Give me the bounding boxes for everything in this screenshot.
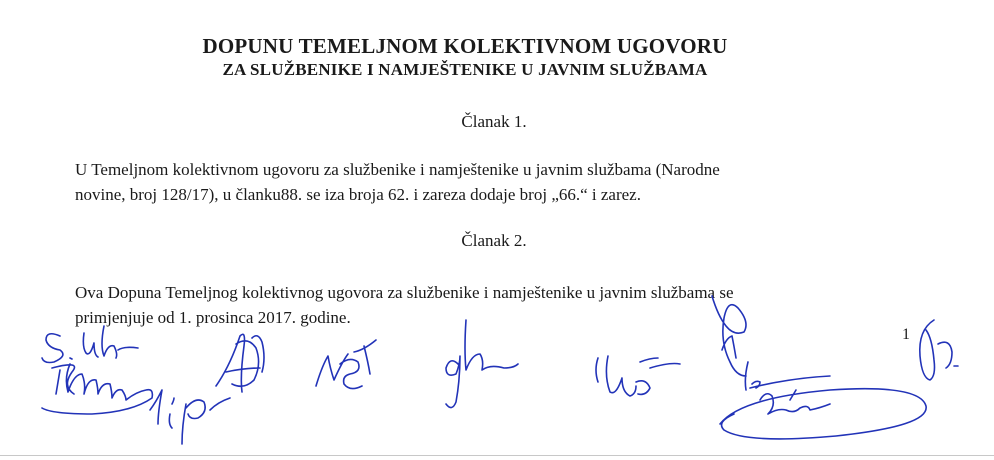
article-1-text — [75, 157, 935, 207]
document-title: DOPUNU TEMELJNOM KOLEKTIVNOM UGOVORU — [202, 34, 728, 58]
signature-6 — [446, 320, 518, 408]
signature-4 — [216, 334, 264, 392]
page-bottom-rule — [0, 455, 994, 456]
signature-9 — [720, 376, 926, 439]
article-2-text — [75, 280, 935, 330]
signature-3 — [150, 390, 230, 444]
signature-7 — [596, 356, 680, 396]
signature-11 — [752, 381, 760, 388]
signature-5 — [316, 340, 376, 389]
signature-1 — [42, 326, 138, 363]
signature-2 — [42, 364, 152, 414]
article-2-heading: Članak 2. — [461, 231, 527, 250]
article-2-line-2: primjenjuje od 1. prosinca 2017. godine. — [75, 308, 351, 327]
article-1-line-2: novine, broj 128/17), u članku88. se iza broja 62. i zareza dodaje broj „66.“ i zarez. — [75, 185, 641, 204]
page-number: 1 — [902, 326, 910, 343]
article-1-heading: Članak 1. — [461, 112, 527, 131]
article-1-line-1: U Temeljnom kolektivnom ugovoru za službenike i namještenike u javnim službama (Narodne — [75, 160, 720, 179]
document-subtitle: ZA SLUŽBENIKE I NAMJEŠTENIKE U JAVNIM SLUŽBAMA — [222, 60, 708, 79]
article-2-line-1: Ova Dopuna Temeljnog kolektivnog ugovora za službenike i namještenike u javnim službama se — [75, 283, 734, 302]
